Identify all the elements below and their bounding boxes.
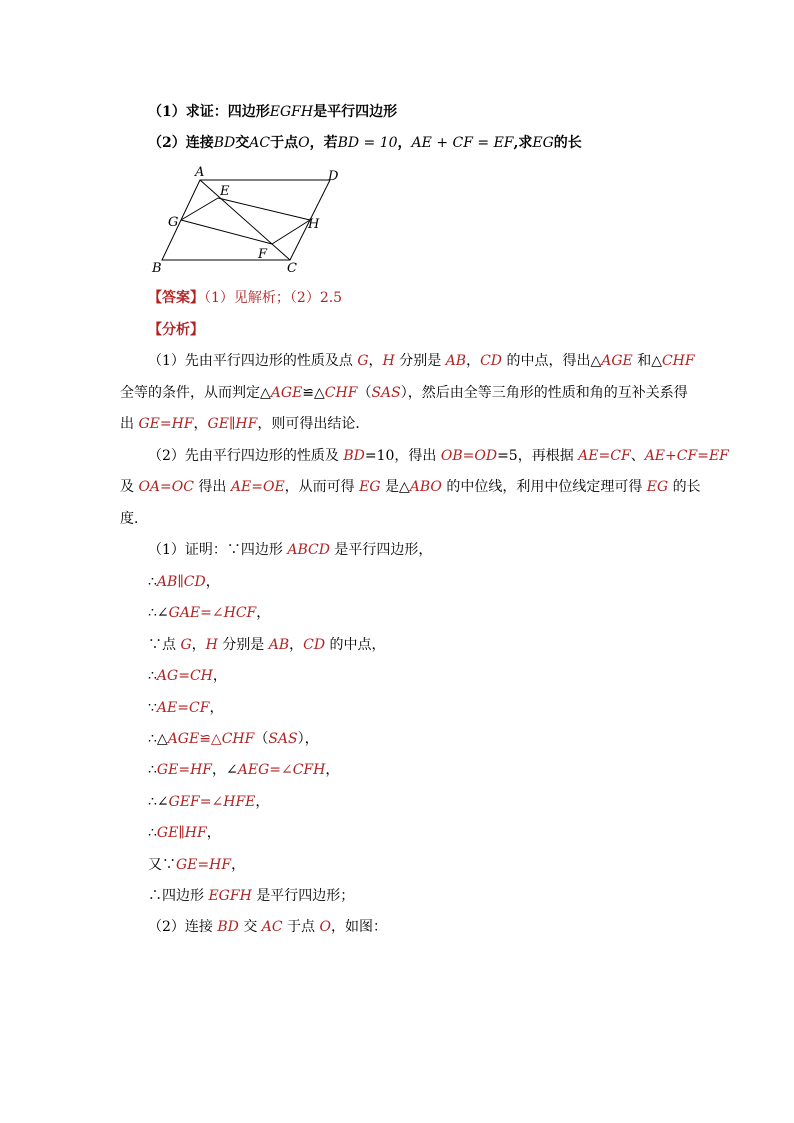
t: AEG [237, 762, 270, 778]
t: CD [303, 637, 326, 653]
t: = [697, 448, 709, 464]
solution-line-1 [148, 540, 432, 560]
t: 是平行四边形， [329, 542, 433, 558]
t: O [319, 919, 331, 935]
t: CH [189, 668, 213, 684]
t: OC [171, 479, 194, 495]
q2-label: （2）连接 [148, 135, 214, 151]
t: ，从而可得 [284, 479, 360, 495]
t: AB [268, 637, 290, 653]
t: ABCD [287, 542, 330, 558]
t: ， [325, 762, 340, 778]
t: OD [474, 448, 498, 464]
t: ∴ [148, 574, 157, 590]
t: ， [209, 700, 224, 716]
t: ， [256, 605, 271, 621]
answer-text: （1）见解析；（2）2.5 [204, 290, 343, 306]
t: SAS [371, 385, 401, 401]
t: ， [255, 794, 270, 810]
t: ， [193, 416, 208, 432]
t: 的中点，得出△ [502, 353, 602, 369]
t: AE [156, 700, 178, 716]
analysis-p1-line2 [120, 383, 688, 403]
t: CHF [324, 385, 358, 401]
t: =10，得出 [364, 448, 441, 464]
t: ， [368, 353, 383, 369]
t: =5，再根据 [497, 448, 579, 464]
t: AC [261, 919, 283, 935]
q2-eq: AE + CF = EF [411, 135, 514, 151]
t: EF [708, 448, 729, 464]
q2-dechang: 的长 [553, 135, 582, 151]
t: GAE [168, 605, 201, 621]
t: ， [289, 637, 304, 653]
answer-tag: 【答案】 [148, 290, 204, 306]
t: 的中位线，利用中位线定理可得 [441, 479, 647, 495]
label-e: E [220, 184, 230, 199]
t: 是平行四边形； [251, 888, 355, 904]
solution-line-2 [148, 572, 220, 592]
analysis-p2-line3 [120, 509, 148, 529]
t: + [665, 448, 677, 464]
t: CF [676, 448, 698, 464]
t: ≌△ [302, 385, 325, 401]
t: = [178, 668, 190, 684]
t: HF [190, 762, 212, 778]
solution-line-3 [148, 603, 270, 623]
t: SAS [268, 731, 298, 747]
t: =∠ [199, 794, 224, 810]
t: ≌△ [199, 731, 222, 747]
t: 分别是 [217, 637, 269, 653]
t: ∴四边形 [148, 888, 209, 904]
analysis-p2-line2 [120, 477, 701, 497]
t: ∥ [228, 416, 236, 432]
t: AG [156, 668, 179, 684]
t: EGFH [208, 888, 252, 904]
t: ）， [297, 731, 319, 747]
q2-o: O [298, 135, 310, 151]
t: = [178, 762, 191, 778]
t: 交 [238, 919, 262, 935]
t: H [382, 353, 395, 369]
t: OB [440, 448, 463, 464]
t: 全等的条件，从而判定△ [120, 385, 271, 401]
t: ， [205, 574, 220, 590]
t: 于点 [282, 919, 320, 935]
t: AE [644, 448, 666, 464]
t: HF [171, 416, 194, 432]
t: 的长 [668, 479, 701, 495]
q2-ruo: ，若 [309, 135, 338, 151]
t: ∴∠ [148, 794, 169, 810]
t: OA [138, 479, 161, 495]
t: = [598, 448, 611, 464]
t: ABO [409, 479, 442, 495]
t: GE [207, 416, 229, 432]
q2-jiao: 交 [235, 135, 250, 151]
parallelogram-figure [140, 162, 340, 282]
t: HCF [223, 605, 257, 621]
label-b: B [152, 261, 162, 276]
diagonal-ac [200, 180, 290, 260]
label-c: C [287, 261, 297, 276]
t: CHF [661, 353, 695, 369]
t: GE [138, 416, 160, 432]
t: 又∵ [148, 857, 176, 873]
t: = [197, 857, 210, 873]
t: ∥ [177, 574, 184, 590]
t: ∥ [178, 825, 185, 841]
q1-label: （1）求证：四边形 [148, 104, 270, 120]
t: ∴ [148, 825, 157, 841]
q1-tail: 是平行四边形 [313, 104, 398, 120]
t: =∠ [200, 605, 224, 621]
t: （1）先由平行四边形的性质及点 [148, 353, 358, 369]
t: （1）证明：∵四边形 [148, 542, 288, 558]
t: H [205, 637, 218, 653]
t: HF [209, 857, 232, 873]
t: GE [176, 857, 198, 873]
answer [148, 288, 342, 308]
t: 的中点， [325, 637, 386, 653]
t: HF [235, 416, 258, 432]
t: EG [359, 479, 381, 495]
t: OE [262, 479, 285, 495]
t: = [160, 479, 172, 495]
t: 度． [120, 511, 148, 527]
t: AB [156, 574, 178, 590]
t: （2）先由平行四边形的性质及 [148, 448, 344, 464]
t: 是△ [380, 479, 410, 495]
q2-qiu: ,求 [513, 135, 533, 151]
analysis-tag [148, 320, 204, 340]
t: ， [191, 637, 206, 653]
t: GEF [168, 794, 200, 810]
t: GE [156, 825, 179, 841]
analysis-p1-line1 [148, 351, 695, 371]
solution-line-5 [148, 666, 227, 686]
t: =∠ [269, 762, 293, 778]
label-d: D [328, 169, 339, 184]
analysis-p1-line3 [120, 414, 369, 434]
t: G [180, 637, 192, 653]
label-f: F [258, 247, 268, 262]
t: （2）连接 [148, 919, 218, 935]
analysis-tag-text: 【分析】 [148, 322, 204, 338]
t: = [251, 479, 263, 495]
t: 分别是 [394, 353, 446, 369]
solution-line-12 [148, 886, 354, 906]
t: ∴∠ [148, 605, 169, 621]
t: BD [343, 448, 365, 464]
q2-bd-eq: BD = 10 [337, 135, 398, 151]
solution-line-8 [148, 760, 339, 780]
t: CD [480, 353, 503, 369]
t: CHF [221, 731, 255, 747]
solution-line-4 [148, 635, 386, 655]
solution-line-10 [148, 823, 221, 843]
parallelogram-abcd [162, 180, 330, 260]
solution-line-6 [148, 698, 223, 718]
q2-eg: EG [532, 135, 554, 151]
t: = [462, 448, 475, 464]
t: ∴ [148, 762, 157, 778]
t: ∴△ [148, 731, 168, 747]
solution-line-13 [148, 917, 387, 937]
t: AGE [270, 385, 303, 401]
t: HFE [223, 794, 256, 810]
t: 及 [120, 479, 139, 495]
t: ），然后由全等三角形的性质和角的互补关系得 [400, 385, 688, 401]
q1-var: EGFH [269, 104, 314, 120]
t: = [177, 700, 189, 716]
t: CFH [292, 762, 326, 778]
solution-line-9 [148, 792, 269, 812]
t: CD [183, 574, 206, 590]
t: ，如图： [331, 919, 387, 935]
t: GE [156, 762, 179, 778]
t: ， [212, 668, 227, 684]
t: ∵ [148, 700, 157, 716]
segment-eh [218, 198, 310, 220]
analysis-p2-line1 [148, 446, 729, 466]
q2-bd: BD [213, 135, 236, 151]
t: ，∠ [212, 762, 238, 778]
t: 和△ [632, 353, 662, 369]
t: CF [610, 448, 631, 464]
label-a: A [195, 165, 205, 180]
t: ，则可得出结论． [257, 416, 370, 432]
question-part2 [148, 133, 582, 153]
q2-comma: ， [397, 135, 412, 151]
t: BD [217, 919, 239, 935]
t: ∵点 [148, 637, 181, 653]
t: AB [445, 353, 467, 369]
solution-line-7 [148, 729, 319, 749]
t: AGE [601, 353, 633, 369]
label-h: H [308, 217, 320, 232]
question-part1 [148, 102, 397, 122]
t: （ [357, 385, 372, 401]
t: G [357, 353, 369, 369]
t: 、 [630, 448, 645, 464]
t: AGE [167, 731, 200, 747]
t: ， [206, 825, 221, 841]
t: ， [231, 857, 246, 873]
t: CF [189, 700, 210, 716]
t: AE [578, 448, 599, 464]
t: = [159, 416, 172, 432]
t: AE [230, 479, 252, 495]
t: HF [184, 825, 207, 841]
label-g: G [168, 215, 179, 230]
t: （ [254, 731, 269, 747]
t: 出 [120, 416, 139, 432]
solution-line-11 [148, 855, 245, 875]
t: ， [466, 353, 481, 369]
q2-yudian: 于点 [270, 135, 299, 151]
t: ∴ [148, 668, 157, 684]
t: EG [646, 479, 669, 495]
t: 得出 [193, 479, 231, 495]
q2-ac: AC [249, 135, 271, 151]
